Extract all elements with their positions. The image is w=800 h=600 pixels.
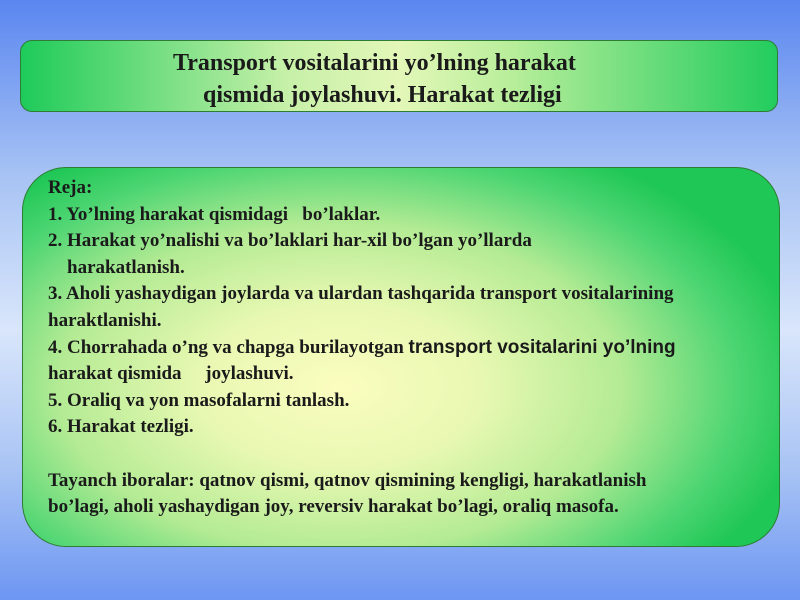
slide-content-box (22, 167, 780, 547)
plan-item-3-cont: haraktlanishi. (48, 309, 162, 331)
slide-title-box (20, 40, 778, 112)
plan-text (48, 175, 783, 521)
plan-item-4-part-a: 4. Chorrahada o’ng va chapga burilayotgan (48, 336, 409, 358)
slide-title-line-1: Transport vositalarini yo’lning harakat (173, 50, 576, 76)
plan-item-3: 3. Aholi yashaydigan joylarda va ulardan tashqarida transport vositalarining (48, 283, 674, 305)
plan-item-6: 6. Harakat tezligi. (48, 416, 194, 438)
plan-item-4-part-b: transport vositalarini yo’lning (408, 336, 676, 358)
blank-line (48, 441, 783, 468)
keywords-line-2: bo’lagi, aholi yashaydigan joy, reversiv harakat bo’lagi, oraliq masofa. (48, 496, 619, 518)
plan-item-2: 2. Harakat yo’nalishi va bo’laklari har-xil bo’lgan yo’llarda (48, 230, 532, 252)
plan-item-4 (48, 335, 783, 362)
keywords-line-1: Tayanch iboralar: qatnov qismi, qatnov qismining kengligi, harakatlanish (48, 469, 647, 491)
plan-item-4-cont: harakat qismida joylashuvi. (48, 363, 294, 385)
plan-item-1: 1. Yo’lning harakat qismidagi bo’laklar. (48, 203, 381, 225)
plan-item-2-cont: harakatlanish. (48, 256, 185, 278)
plan-heading: Reja: (48, 177, 93, 198)
plan-item-5: 5. Oraliq va yon masofalarni tanlash. (48, 389, 350, 411)
slide-title-line-2: qismida joylashuvi. Harakat tezligi (203, 82, 562, 108)
